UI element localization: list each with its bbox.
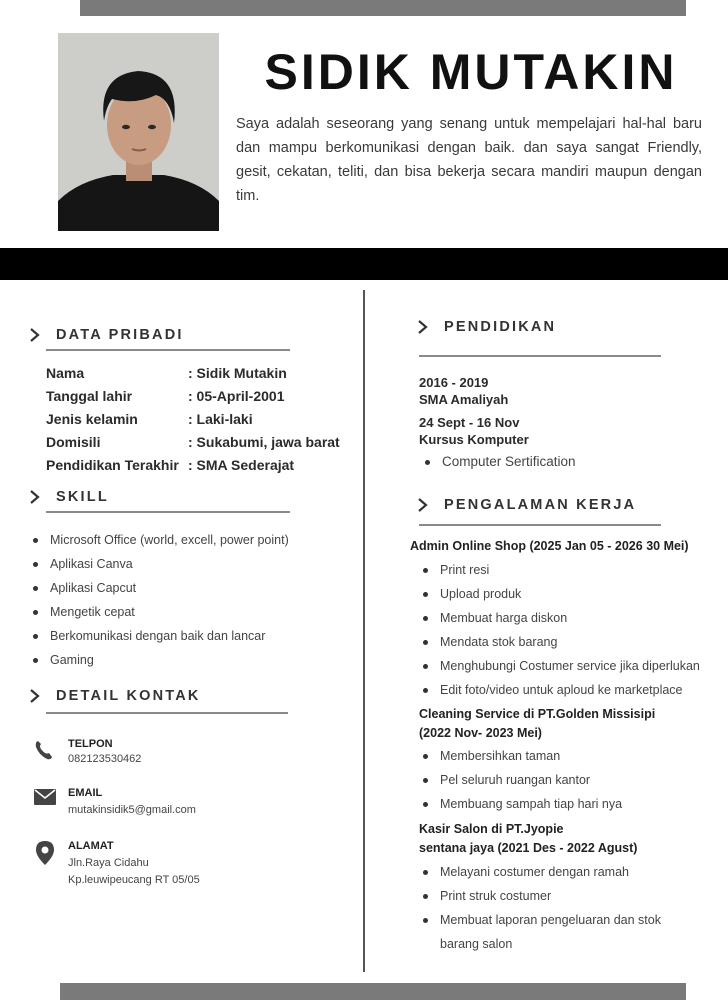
list-item: Melayani costumer dengan ramah [418, 860, 661, 884]
list-item: Membuat harga diskon [418, 606, 700, 630]
list-item: Aplikasi Capcut [28, 576, 289, 600]
education-school: Kursus Komputer [419, 432, 529, 447]
section-title-skill: SKILL [28, 488, 109, 506]
mail-icon [34, 789, 56, 810]
list-item: Microsoft Office (world, excell, power point) [28, 528, 289, 552]
section-underline [46, 511, 290, 513]
job-period: (2022 Nov- 2023 Mei) [419, 726, 542, 740]
personal-row: Pendidikan Terakhir : SMA Sederajat [46, 457, 295, 473]
job-title: Cleaning Service di PT.Golden Missisipi [419, 707, 656, 721]
section-title-data-pribadi: DATA PRIBADI [28, 326, 184, 344]
chevron-right-icon [28, 326, 50, 344]
chevron-right-icon [416, 496, 438, 514]
chevron-right-icon [28, 488, 50, 506]
education-period: 24 Sept - 16 Nov [419, 415, 520, 430]
list-item: Upload produk [418, 582, 700, 606]
chevron-right-icon [416, 318, 438, 336]
section-title-detail-kontak: DETAIL KONTAK [28, 687, 201, 705]
list-item: Pel seluruh ruangan kantor [418, 768, 622, 792]
job-title: Admin Online Shop (2025 Jan 05 - 2026 30 Mei) [410, 539, 689, 553]
telpon-label: TELPON [68, 738, 113, 750]
profile-photo [58, 33, 219, 231]
column-divider [363, 290, 365, 972]
chevron-right-icon [28, 687, 50, 705]
job-task-list [418, 744, 622, 816]
list-item: Berkomunikasi dengan baik dan lancar [28, 624, 289, 648]
job-task-list [418, 860, 661, 932]
list-item: Membuang sampah tiap hari nya [418, 792, 622, 816]
list-item: Menghubungi Costumer service jika diperlukan [418, 654, 700, 678]
list-item: Print struk costumer [418, 884, 661, 908]
top-bar [80, 0, 686, 16]
candidate-name: SIDIK MUTAKIN [264, 44, 678, 100]
list-item: Gaming [28, 648, 289, 672]
job-title: Kasir Salon di PT.Jyopie [419, 822, 564, 836]
section-title-pendidikan: PENDIDIKAN [416, 318, 556, 336]
email-value: mutakinsidik5@gmail.com [68, 804, 196, 816]
list-item: Membersihkan taman [418, 744, 622, 768]
alamat-label: ALAMAT [68, 840, 114, 852]
personal-row: Jenis kelamin : Laki-laki [46, 411, 253, 427]
black-band [0, 248, 728, 280]
education-school: SMA Amaliyah [419, 392, 509, 407]
job-task-continuation: barang salon [440, 937, 513, 951]
telpon-value: 082123530462 [68, 753, 142, 765]
personal-row: Tanggal lahir : 05-April-2001 [46, 388, 285, 404]
location-pin-icon [36, 841, 54, 870]
job-task-list [418, 558, 700, 702]
bottom-bar [60, 983, 686, 1000]
list-item: Print resi [418, 558, 700, 582]
alamat-line-1: Jln.Raya Cidahu [68, 857, 149, 869]
personal-data-table [46, 362, 356, 482]
section-underline [419, 524, 661, 526]
phone-icon [34, 739, 54, 766]
list-item: Mendata stok barang [418, 630, 700, 654]
section-underline [419, 355, 661, 357]
personal-row: Domisili : Sukabumi, jawa barat [46, 434, 340, 450]
list-item: Aplikasi Canva [28, 552, 289, 576]
job-period: sentana jaya (2021 Des - 2022 Agust) [419, 841, 638, 855]
section-underline [46, 712, 288, 714]
list-item: Computer Sertification [420, 450, 576, 474]
email-label: EMAIL [68, 787, 103, 799]
education-bullets [420, 450, 576, 474]
education-period: 2016 - 2019 [419, 375, 489, 390]
alamat-line-2: Kp.leuwipeucang RT 05/05 [68, 874, 200, 886]
skill-list [28, 528, 289, 672]
section-title-pengalaman-kerja: PENGALAMAN KERJA [416, 496, 636, 514]
personal-row: Nama : Sidik Mutakin [46, 365, 287, 381]
list-item: Membuat laporan pengeluaran dan stok [418, 908, 661, 932]
list-item: Edit foto/video untuk aploud ke marketplace [418, 678, 700, 702]
profile-summary: Saya adalah seseorang yang senang untuk mempelajari hal-hal baru dan mampu berkomunikasi dengan baik. dan saya sangat Friendly, gesit, cekatan, teliti, dan bisa bekerja secara mandiri maupun dengan tim. [236, 116, 702, 204]
section-underline [46, 349, 290, 351]
list-item: Mengetik cepat [28, 600, 289, 624]
